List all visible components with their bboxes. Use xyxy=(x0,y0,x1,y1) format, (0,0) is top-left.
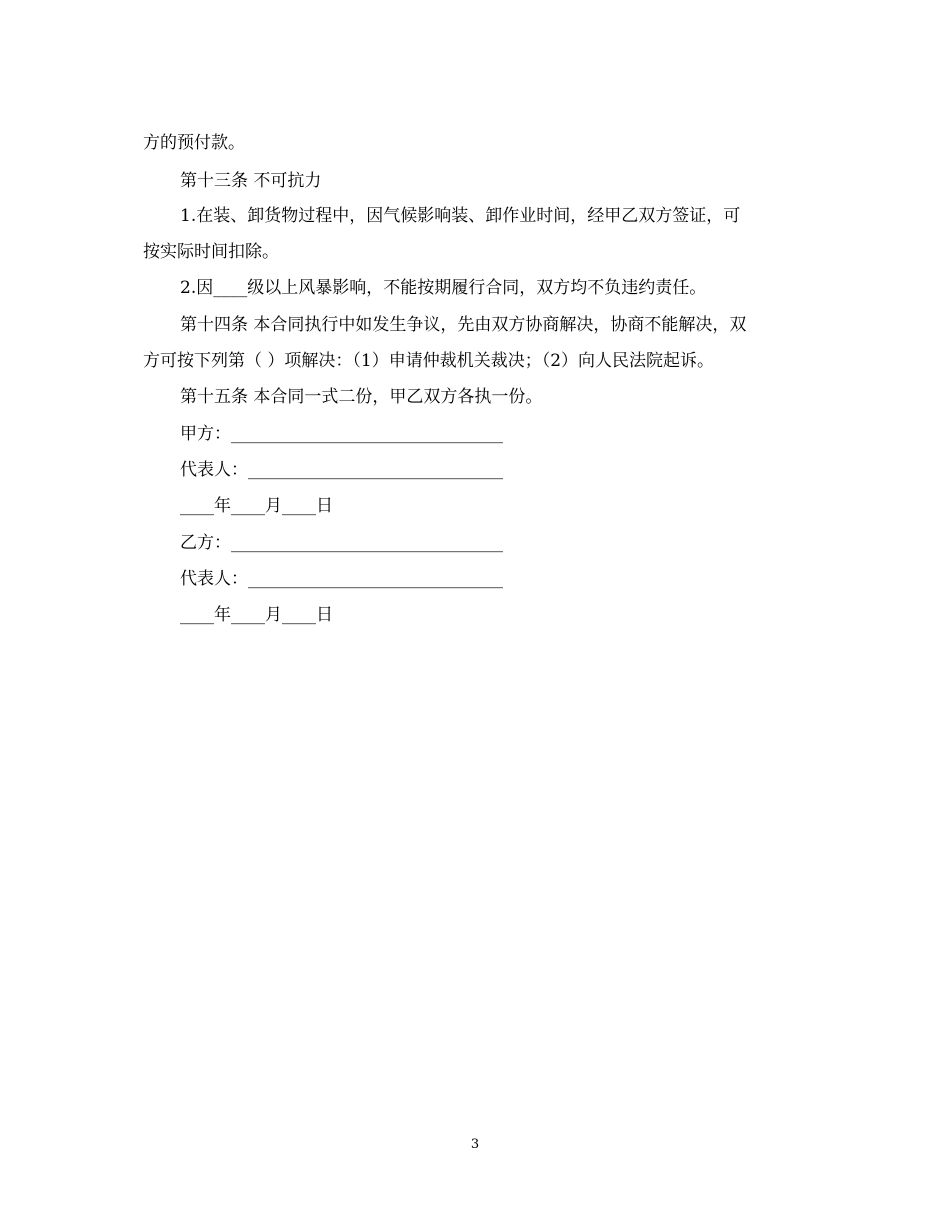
paragraph-line: 1.在装、卸货物过程中，因气候影响装、卸作业时间，经甲乙双方签证，可 xyxy=(180,206,741,226)
paragraph-line: 按实际时间扣除。 xyxy=(143,242,279,262)
paragraph-line: 第十五条 本合同一式二份，甲乙双方各执一份。 xyxy=(180,387,543,407)
article-heading: 第十三条 不可抗力 xyxy=(180,171,322,191)
paragraph-line: 2.因____级以上风暴影响，不能按期履行合同，双方均不负违约责任。 xyxy=(180,278,707,298)
paragraph-line: 方可按下列第（ ）项解决：（1）申请仲裁机关裁决；（2）向人民法院起诉。 xyxy=(143,351,715,371)
signature-representative-b: 代表人：______________________________ xyxy=(180,569,503,589)
signature-date-a: ____年____月____日 xyxy=(180,496,333,516)
paragraph-line: 方的预付款。 xyxy=(143,133,245,153)
signature-representative-a: 代表人：______________________________ xyxy=(180,460,503,480)
signature-party-a: 甲方：________________________________ xyxy=(180,424,503,444)
signature-date-b: ____年____月____日 xyxy=(180,605,333,625)
signature-party-b: 乙方：________________________________ xyxy=(180,533,503,553)
page-number: 3 xyxy=(470,1137,480,1152)
paragraph-line: 第十四条 本合同执行中如发生争议，先由双方协商解决，协商不能解决，双 xyxy=(180,315,747,335)
